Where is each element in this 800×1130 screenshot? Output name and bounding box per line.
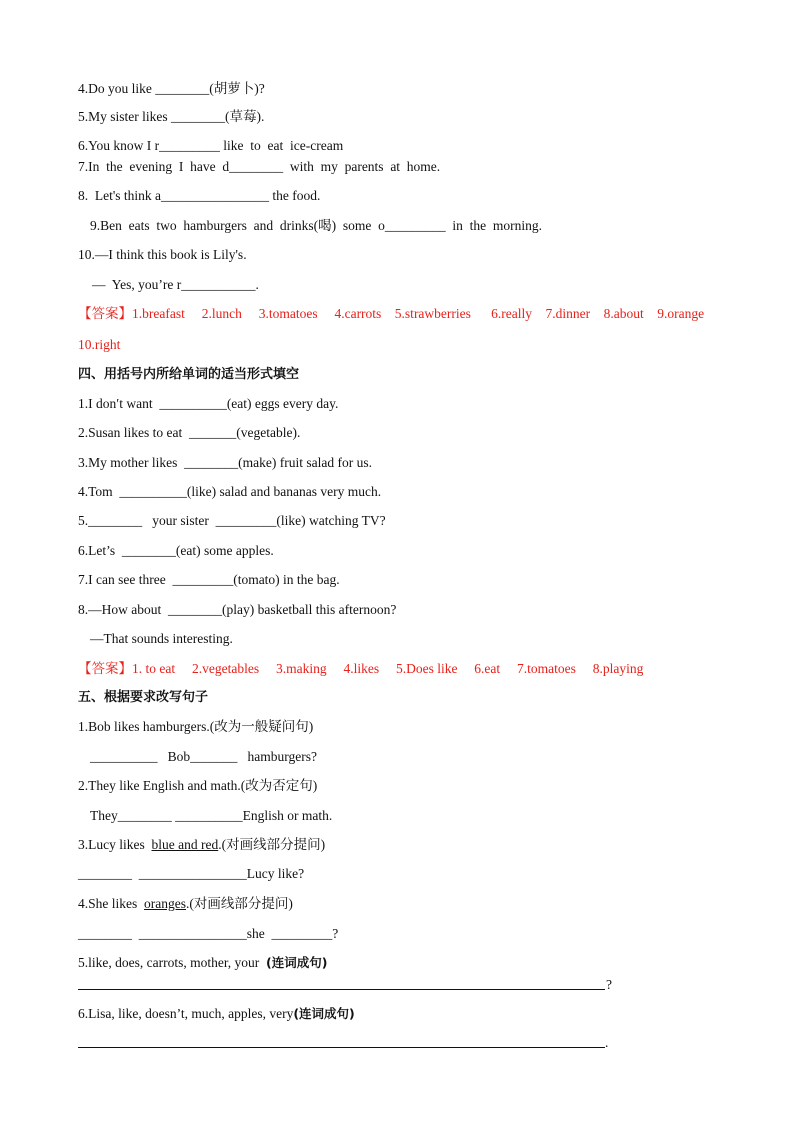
fill-item-5: 5.________ your sister _________(like) watching TV? bbox=[78, 513, 386, 528]
question-instruction: .(对画线部分提问) bbox=[218, 837, 326, 852]
answer-line-5 bbox=[78, 989, 605, 990]
rewrite-answer-3: ________ ________________Lucy like? bbox=[78, 866, 305, 881]
fill-item-8: 8.—How about ________(play) basketball this afternoon? bbox=[78, 602, 397, 617]
question-text: 4.She likes bbox=[78, 896, 144, 911]
question-8: 8. Let's think a________________ the food. bbox=[78, 188, 321, 203]
fill-item-2: 2.Susan likes to eat _______(vegetable). bbox=[78, 425, 301, 440]
rewrite-question-3 bbox=[78, 836, 325, 853]
fill-item-7: 7.I can see three _________(tomato) in the bag. bbox=[78, 572, 340, 587]
underlined-part: blue and red bbox=[151, 837, 219, 852]
underlined-part: oranges bbox=[144, 896, 186, 911]
question-instruction: (连词成句) bbox=[293, 1006, 355, 1021]
rewrite-answer-1: __________ Bob_______ hamburgers? bbox=[90, 749, 317, 764]
question-5: 5.My sister likes ________(草莓). bbox=[78, 109, 265, 124]
answer-line-6 bbox=[78, 1047, 605, 1048]
fill-item-3: 3.My mother likes ________(make) fruit salad for us. bbox=[78, 455, 372, 470]
answer-key-line-continued: 10.right bbox=[78, 337, 121, 352]
fill-item-8-reply: —That sounds interesting. bbox=[90, 631, 233, 646]
question-instruction: (连词成句) bbox=[266, 955, 328, 970]
question-6: 6.You know I r_________ like to eat ice-cream bbox=[78, 138, 344, 153]
rewrite-question-2: 2.They like English and math.(改为否定句) bbox=[78, 778, 318, 793]
answer-line-end-mark: ? bbox=[606, 977, 612, 992]
rewrite-answer-2: They________ __________English or math. bbox=[90, 808, 333, 823]
rewrite-answer-4: ________ ________________she _________? bbox=[78, 926, 339, 941]
question-text: 6.Lisa, like, doesn’t, much, apples, very bbox=[78, 1006, 294, 1021]
fill-item-6: 6.Let’s ________(eat) some apples. bbox=[78, 543, 274, 558]
question-text: 5.like, does, carrots, mother, your bbox=[78, 955, 267, 970]
rewrite-question-6 bbox=[78, 1005, 355, 1022]
question-text: 3.Lucy likes bbox=[78, 837, 152, 852]
question-10-reply: — Yes, you’re r___________. bbox=[92, 277, 259, 292]
question-7: 7.In the evening I have d________ with my parents at home. bbox=[78, 159, 441, 174]
rewrite-question-4 bbox=[78, 895, 293, 912]
rewrite-question-5 bbox=[78, 954, 327, 971]
question-instruction: .(对画线部分提问) bbox=[185, 896, 293, 911]
question-10: 10.—I think this book is Lily's. bbox=[78, 247, 247, 262]
section-heading: 四、用括号内所给单词的适当形式填空 bbox=[78, 367, 300, 382]
section-heading: 五、根据要求改写句子 bbox=[78, 690, 209, 705]
answer-key-line: 【答案】1. to eat 2.vegetables 3.making 4.likes 5.Does like 6.eat 7.tomatoes 8.playing bbox=[78, 661, 644, 676]
fill-item-1: 1.I don′t want __________(eat) eggs every day. bbox=[78, 396, 339, 411]
fill-item-4: 4.Tom __________(like) salad and bananas very much. bbox=[78, 484, 382, 499]
rewrite-question-1: 1.Bob likes hamburgers.(改为一般疑问句) bbox=[78, 719, 314, 734]
answer-key-line: 【答案】1.breafast 2.lunch 3.tomatoes 4.carrots 5.strawberries 6.really 7.dinner 8.about 9.orange bbox=[78, 306, 705, 321]
question-9: 9.Ben eats two hamburgers and drinks(喝) some o_________ in the morning. bbox=[90, 218, 542, 233]
answer-line-end-mark: . bbox=[605, 1035, 609, 1050]
question-4: 4.Do you like ________(胡萝卜)? bbox=[78, 81, 265, 96]
